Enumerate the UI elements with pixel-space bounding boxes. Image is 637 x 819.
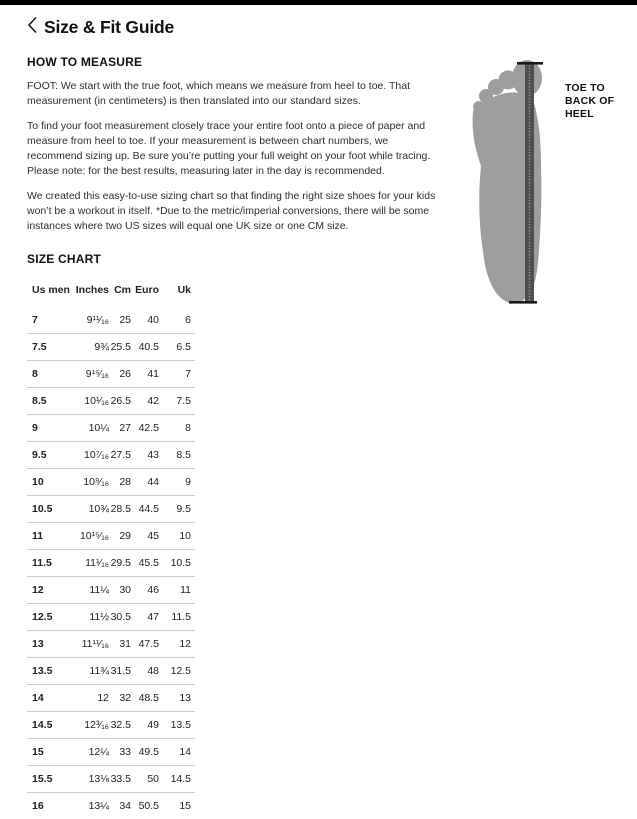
cell-cm: 33.5 bbox=[110, 773, 131, 785]
cell-cm: 27.5 bbox=[110, 449, 131, 461]
table-row bbox=[27, 603, 195, 630]
cell-cm: 33 bbox=[119, 746, 131, 758]
foot-measurement-diagram bbox=[468, 56, 637, 316]
cell-cm: 26 bbox=[119, 368, 131, 380]
size-chart-table bbox=[27, 279, 195, 819]
cell-us-men: 10.5 bbox=[32, 503, 53, 515]
heel-cap-line bbox=[509, 301, 537, 304]
cell-uk: 7.5 bbox=[176, 395, 191, 407]
chevron-left-icon bbox=[27, 16, 38, 37]
table-row bbox=[27, 414, 195, 441]
cell-euro: 48.5 bbox=[138, 692, 159, 704]
cell-us-men: 12.5 bbox=[32, 611, 53, 623]
cell-cm: 30 bbox=[119, 584, 131, 596]
cell-uk: 12 bbox=[179, 638, 191, 650]
cell-cm: 29.5 bbox=[110, 557, 131, 569]
cell-euro: 45.5 bbox=[138, 557, 159, 569]
cell-uk: 13.5 bbox=[170, 719, 191, 731]
cell-us-men: 14 bbox=[32, 692, 44, 704]
cell-us-men: 8 bbox=[32, 368, 38, 380]
cell-inches: 10⁷⁄₁₆ bbox=[83, 449, 109, 461]
cell-us-men: 7 bbox=[32, 313, 38, 326]
cell-cm: 25 bbox=[119, 313, 131, 326]
table-row bbox=[27, 711, 195, 738]
app-header bbox=[0, 5, 637, 47]
cell-euro: 47.5 bbox=[138, 638, 159, 650]
cell-cm: 31 bbox=[119, 638, 131, 650]
cell-uk: 10.5 bbox=[170, 557, 191, 569]
cell-inches: 13⅛ bbox=[88, 773, 109, 785]
cell-inches: 10¹⁄₁₆ bbox=[84, 395, 109, 407]
cell-uk: 13 bbox=[179, 692, 191, 704]
cell-inches: 9¾ bbox=[94, 341, 109, 353]
cell-cm: 29 bbox=[119, 530, 131, 542]
cell-cm: 30.5 bbox=[110, 611, 131, 623]
cell-uk: 6.5 bbox=[176, 341, 191, 353]
cell-inches: 12³⁄₁₆ bbox=[84, 719, 109, 731]
cell-inches: 10¹⁵⁄₁₆ bbox=[79, 530, 109, 542]
back-button[interactable] bbox=[22, 16, 42, 36]
cell-uk: 10 bbox=[179, 530, 191, 542]
size-chart-heading: SIZE CHART bbox=[27, 252, 101, 266]
cell-uk: 11.5 bbox=[171, 611, 191, 623]
cell-cm: 28.5 bbox=[110, 503, 131, 515]
cell-uk: 14.5 bbox=[170, 773, 191, 785]
table-row bbox=[27, 360, 195, 387]
cell-euro: 48 bbox=[147, 665, 159, 677]
cell-inches: 11¾ bbox=[89, 665, 109, 677]
cell-us-men: 9 bbox=[32, 422, 38, 434]
column-header-cm: Cm bbox=[114, 284, 131, 296]
cell-us-men: 15.5 bbox=[32, 773, 53, 785]
cell-euro: 43 bbox=[147, 449, 159, 461]
cell-uk: 15 bbox=[179, 800, 191, 812]
cell-uk: 6 bbox=[185, 313, 191, 326]
cell-uk: 7 bbox=[185, 368, 191, 380]
cell-cm: 26.5 bbox=[110, 395, 131, 407]
cell-uk: 8 bbox=[185, 422, 191, 434]
cell-inches: 11¹⁄₁₆ bbox=[85, 557, 109, 569]
table-row bbox=[27, 657, 195, 684]
cell-us-men: 11.5 bbox=[32, 557, 52, 569]
cell-inches: 12¼ bbox=[88, 746, 109, 758]
cell-us-men: 7.5 bbox=[32, 341, 47, 353]
main-content bbox=[27, 47, 447, 819]
cell-us-men: 15 bbox=[32, 746, 44, 758]
table-row bbox=[27, 630, 195, 657]
cell-euro: 42 bbox=[147, 395, 159, 407]
cell-cm: 28 bbox=[119, 476, 131, 488]
cell-euro: 40 bbox=[147, 313, 159, 326]
cell-euro: 42.5 bbox=[138, 422, 159, 434]
cell-inches: 9¹¹⁄₁₆ bbox=[86, 313, 109, 326]
cell-us-men: 12 bbox=[32, 584, 44, 596]
cell-us-men: 13.5 bbox=[32, 665, 53, 677]
cell-inches: 9¹⁵⁄₁₆ bbox=[85, 368, 109, 380]
page-title: Size & Fit Guide bbox=[44, 17, 175, 37]
toe-cap-line bbox=[517, 62, 543, 65]
table-row bbox=[27, 765, 195, 792]
table-header-row bbox=[27, 279, 195, 301]
cell-euro: 44.5 bbox=[138, 503, 159, 515]
cell-us-men: 16 bbox=[32, 800, 44, 812]
how-to-measure-paragraph-1: FOOT: We start with the true foot, which means we measure from heel to toe. That measurement (in centimeters) is then translated into our standard sizes. bbox=[27, 80, 411, 107]
table-row bbox=[27, 522, 195, 549]
cell-us-men: 14.5 bbox=[32, 719, 53, 731]
column-header-inches: Inches bbox=[75, 284, 109, 296]
cell-us-men: 9.5 bbox=[32, 449, 47, 461]
cell-euro: 45 bbox=[147, 530, 159, 542]
cell-euro: 46 bbox=[147, 584, 159, 596]
table-row bbox=[27, 576, 195, 603]
cell-inches: 10¾ bbox=[88, 503, 109, 515]
cell-euro: 44 bbox=[147, 476, 159, 488]
cell-inches: 10¼ bbox=[88, 422, 109, 434]
cell-euro: 40.5 bbox=[138, 341, 159, 353]
table-row bbox=[27, 468, 195, 495]
cell-euro: 50 bbox=[147, 773, 159, 785]
how-to-measure-paragraph-2: To find your foot measurement closely trace your entire foot onto a piece of paper and measure from heel to toe. If your measurement is between chart numbers, we recommend sizing up. Be sure you’re putting your full weight on your foot while tracing. Please note: for the best results, measuring later in the day is recommended. bbox=[27, 120, 431, 177]
table-row bbox=[27, 495, 195, 522]
table-row bbox=[27, 684, 195, 711]
toe-to-heel-label: TOE TO BACK OF HEEL bbox=[565, 82, 615, 120]
cell-cm: 25.5 bbox=[110, 341, 131, 353]
table-row bbox=[27, 441, 195, 468]
cell-us-men: 11 bbox=[32, 530, 44, 542]
column-header-euro: Euro bbox=[135, 284, 159, 296]
column-header-uk: Uk bbox=[177, 284, 191, 296]
cell-euro: 49 bbox=[147, 719, 159, 731]
cell-us-men: 13 bbox=[32, 638, 44, 650]
cell-euro: 50.5 bbox=[138, 800, 159, 812]
table-row bbox=[27, 549, 195, 576]
cell-cm: 27 bbox=[119, 422, 131, 434]
cell-us-men: 10 bbox=[32, 476, 44, 488]
cell-cm: 34 bbox=[119, 800, 131, 812]
table-row bbox=[27, 306, 195, 333]
cell-uk: 8.5 bbox=[176, 449, 191, 461]
cell-euro: 41 bbox=[147, 368, 159, 380]
table-row bbox=[27, 333, 195, 360]
size-table-body bbox=[27, 306, 195, 819]
cell-inches: 12 bbox=[97, 692, 109, 704]
table-row bbox=[27, 738, 195, 765]
cell-uk: 14 bbox=[179, 746, 191, 758]
cell-euro: 47 bbox=[147, 611, 159, 623]
how-to-measure-paragraph-3: We created this easy-to-use sizing chart so that finding the right size shoes for your kids won’t be a workout in itself. *Due to the metric/imperial conversions, there will be some instances where two US sizes will equal one UK size or one CM size. bbox=[27, 190, 436, 232]
table-row bbox=[27, 387, 195, 414]
cell-cm: 31.5 bbox=[110, 665, 131, 677]
cell-cm: 32.5 bbox=[110, 719, 131, 731]
cell-uk: 9 bbox=[185, 476, 191, 488]
cell-inches: 11¼ bbox=[89, 584, 109, 596]
cell-cm: 32 bbox=[119, 692, 131, 704]
cell-inches: 10⁹⁄₁₆ bbox=[83, 476, 109, 488]
cell-uk: 11 bbox=[180, 584, 191, 596]
foot-illustration bbox=[468, 56, 560, 308]
cell-inches: 11½ bbox=[89, 611, 109, 623]
cell-inches: 13¼ bbox=[88, 800, 109, 812]
how-to-measure-heading: HOW TO MEASURE bbox=[27, 55, 143, 69]
cell-uk: 9.5 bbox=[176, 503, 191, 515]
cell-uk: 12.5 bbox=[170, 665, 191, 677]
column-header-us-men: Us men bbox=[32, 284, 70, 296]
table-row bbox=[27, 792, 195, 819]
cell-inches: 11¹¹⁄₁₆ bbox=[81, 638, 109, 650]
cell-euro: 49.5 bbox=[138, 746, 159, 758]
cell-us-men: 8.5 bbox=[32, 395, 47, 407]
